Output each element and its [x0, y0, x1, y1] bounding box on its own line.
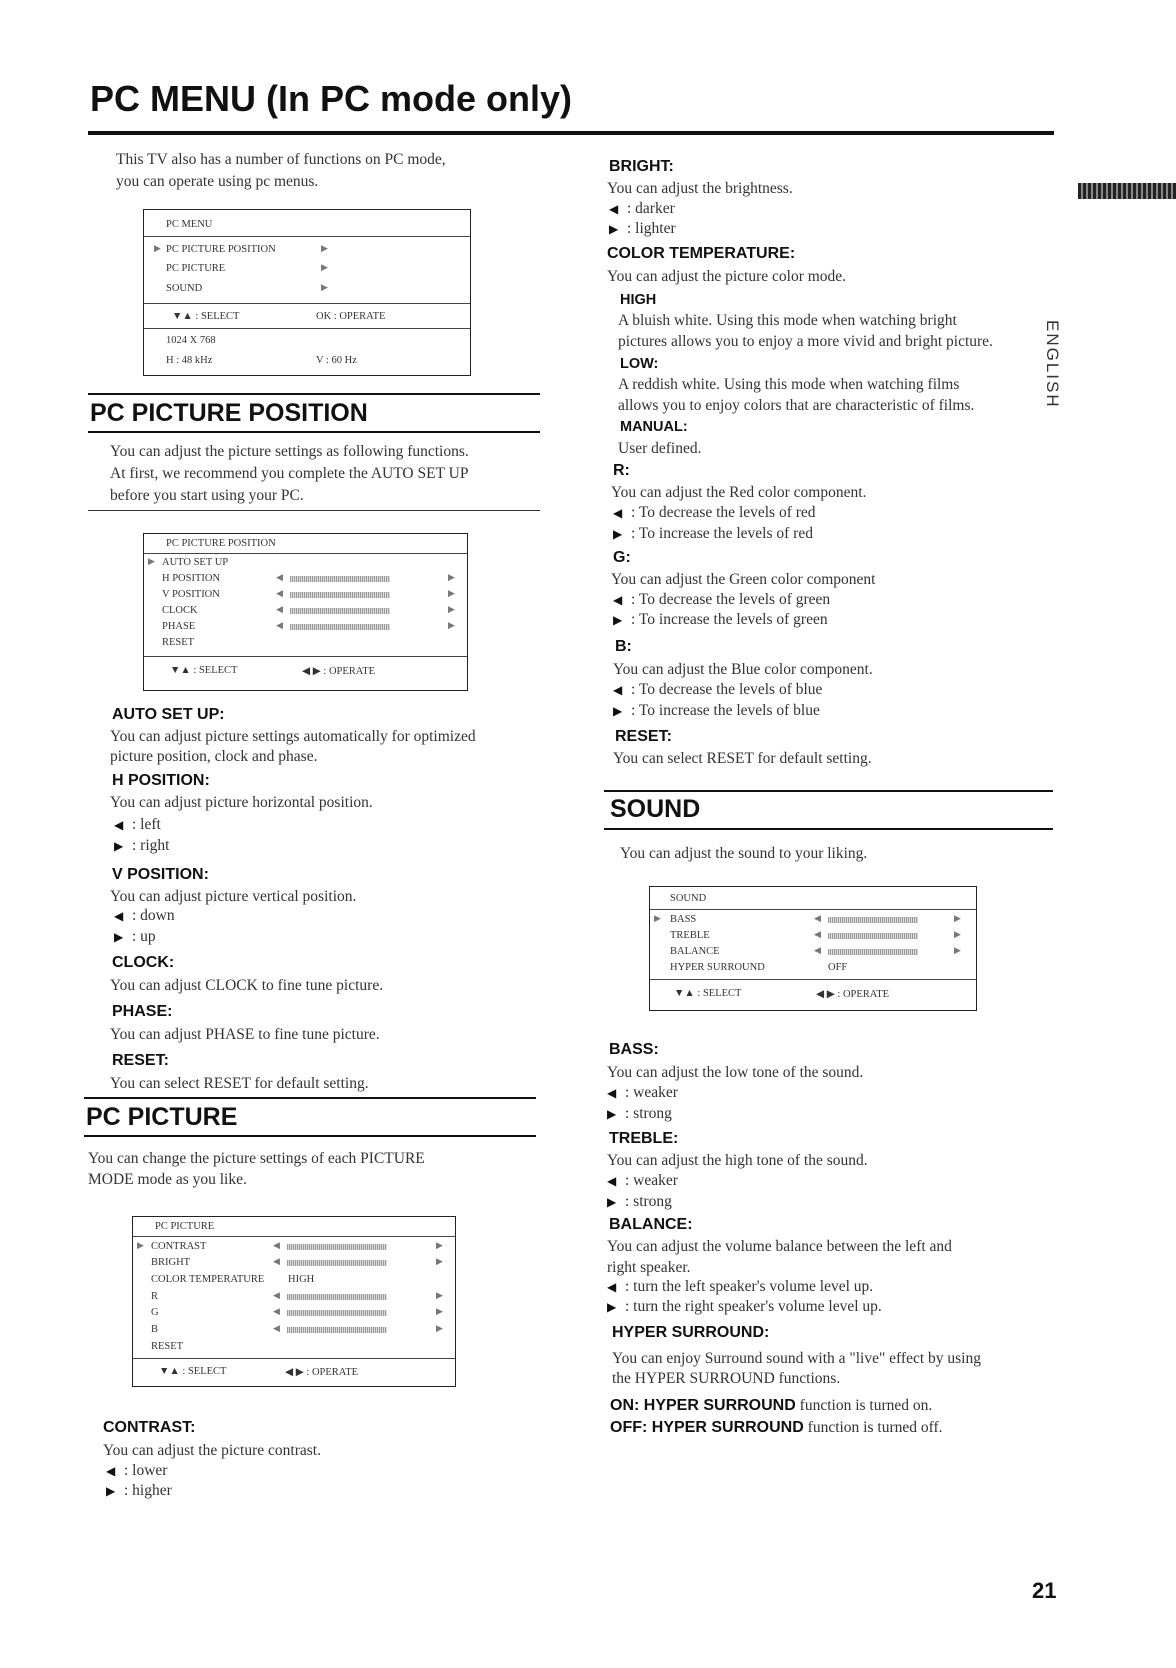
left-arrow-icon: ◀	[607, 1174, 617, 1188]
sound-desc: You can adjust the sound to your liking.	[620, 845, 868, 862]
left-arrow-icon: ◀	[276, 605, 283, 615]
hyper-surround-text: You can enjoy Surround sound with a "live" effect by using	[612, 1350, 981, 1367]
right-arrow-icon: ▶	[607, 1195, 617, 1209]
osd-item: RESET	[151, 1341, 184, 1352]
left-arrow-icon: ◀	[607, 1280, 617, 1294]
pc-picture-position-osd	[143, 533, 468, 691]
sound-heading: SOUND	[610, 795, 701, 823]
osd-item: COLOR TEMPERATURE	[151, 1274, 265, 1285]
bright-label: BRIGHT:	[609, 158, 674, 175]
osd-header: PC PICTURE	[155, 1221, 215, 1232]
treble-text: You can adjust the high tone of the sound.	[607, 1152, 868, 1169]
left-arrow-icon: ◀	[273, 1324, 280, 1334]
bass-left: : weaker	[625, 1084, 678, 1101]
left-arrow-icon: ◀	[613, 506, 623, 520]
high-text: A bluish white. Using this mode when watching bright	[618, 312, 957, 329]
high-text: pictures allows you to enjoy a more vivid and bright picture.	[618, 333, 993, 350]
section-desc: MODE mode as you like.	[88, 1171, 247, 1188]
right-arrow-icon: ▶	[954, 946, 961, 956]
left-arrow-icon: ◀	[607, 1086, 617, 1100]
osd-item: PC PICTURE	[166, 263, 226, 274]
osd-operate-hint: ◀ ▶ : OPERATE	[302, 666, 376, 677]
pc-picture-reset-text: You can select RESET for default setting.	[613, 750, 872, 767]
osd-operate-hint: ◀ ▶ : OPERATE	[816, 989, 890, 1000]
bass-label: BASS:	[609, 1041, 659, 1058]
g-text: You can adjust the Green color component	[611, 571, 876, 588]
bright-left: : darker	[627, 200, 675, 217]
right-arrow-icon: ▶	[436, 1324, 443, 1334]
high-label: HIGH	[620, 292, 657, 308]
osd-item: CONTRAST	[151, 1241, 207, 1252]
pc-picture-heading: PC PICTURE	[86, 1103, 238, 1131]
r-right: : To increase the levels of red	[631, 525, 813, 542]
b-left: : To decrease the levels of blue	[631, 681, 823, 698]
right-arrow-icon: ▶	[613, 613, 623, 627]
right-arrow-icon: ▶	[448, 605, 455, 615]
level-bar	[290, 592, 390, 598]
pc-picture-position-heading: PC PICTURE POSITION	[90, 399, 368, 427]
color-temperature-text: You can adjust the picture color mode.	[607, 268, 847, 285]
left-arrow-icon: ◀	[114, 818, 124, 832]
title-rule	[88, 131, 1054, 135]
right-arrow-icon: ▶	[448, 589, 455, 599]
phase-label: PHASE:	[112, 1003, 173, 1020]
osd-item: TREBLE	[670, 930, 710, 941]
reset-text: You can select RESET for default setting.	[110, 1075, 369, 1092]
treble-left: : weaker	[625, 1172, 678, 1189]
osd-header: PC MENU	[166, 219, 213, 230]
r-label: R:	[613, 462, 630, 479]
contrast-text: You can adjust the picture contrast.	[103, 1442, 321, 1459]
reset-label: RESET:	[112, 1052, 169, 1069]
osd-header: PC PICTURE POSITION	[166, 538, 276, 549]
contrast-left: : lower	[124, 1462, 168, 1479]
osd-color-temp-value: HIGH	[288, 1274, 315, 1285]
level-bar	[290, 624, 390, 630]
left-arrow-icon: ◀	[273, 1257, 280, 1267]
right-arrow-icon: ▶	[436, 1257, 443, 1267]
osd-item: H POSITION	[162, 573, 221, 584]
right-arrow-icon: ▶	[114, 839, 124, 853]
right-arrow-icon: ▶	[436, 1241, 443, 1251]
left-arrow-icon: ◀	[814, 946, 821, 956]
left-arrow-icon: ◀	[276, 589, 283, 599]
on-text: function is turned on.	[799, 1397, 933, 1414]
right-arrow-icon: ▶	[448, 573, 455, 583]
osd-item: BASS	[670, 914, 697, 925]
osd-item: B	[151, 1324, 159, 1335]
section-desc: before you start using your PC.	[110, 487, 304, 504]
bass-text: You can adjust the low tone of the sound.	[607, 1064, 864, 1081]
level-bar	[290, 576, 390, 582]
left-arrow-icon: ◀	[613, 593, 623, 607]
v-position-right: : up	[132, 928, 156, 945]
osd-header: SOUND	[670, 893, 707, 904]
balance-label: BALANCE:	[609, 1216, 693, 1233]
osd-item: AUTO SET UP	[162, 557, 229, 568]
color-temperature-label: COLOR TEMPERATURE:	[607, 245, 796, 262]
manual-text: User defined.	[618, 440, 702, 457]
section-desc: You can change the picture settings of each PICTURE	[88, 1150, 425, 1167]
v-position-label: V POSITION:	[112, 866, 209, 883]
level-bar	[287, 1310, 387, 1316]
b-right: : To increase the levels of blue	[631, 702, 820, 719]
osd-hyper-value: OFF	[828, 962, 848, 973]
side-tab-bar	[1078, 183, 1176, 199]
hyper-surround-text: the HYPER SURROUND functions.	[612, 1370, 841, 1387]
manual-label: MANUAL:	[620, 419, 688, 435]
section-desc: At first, we recommend you complete the AUTO SET UP	[110, 465, 469, 482]
section-rule	[88, 510, 540, 511]
left-arrow-icon: ◀	[609, 202, 619, 216]
h-position-text: You can adjust picture horizontal position.	[110, 794, 373, 811]
bright-right: : lighter	[627, 220, 676, 237]
level-bar	[287, 1294, 387, 1300]
right-arrow-icon: ▶	[954, 914, 961, 924]
right-arrow-icon: ▶	[607, 1300, 617, 1314]
section-rule	[84, 1097, 536, 1099]
auto-setup-text: You can adjust picture settings automatically for optimized	[110, 728, 476, 745]
section-rule	[88, 393, 540, 395]
g-right: : To increase the levels of green	[631, 611, 828, 628]
g-label: G:	[613, 549, 631, 566]
left-arrow-icon: ◀	[814, 930, 821, 940]
intro-line-1: This TV also has a number of functions on PC mode,	[116, 151, 446, 168]
level-bar	[828, 917, 918, 923]
left-arrow-icon: ◀	[613, 683, 623, 697]
treble-label: TREBLE:	[609, 1130, 679, 1147]
left-arrow-icon: ◀	[273, 1307, 280, 1317]
osd-item: V POSITION	[162, 589, 220, 600]
cursor-icon: ▶	[137, 1241, 144, 1251]
balance-right: : turn the right speaker's volume level up.	[625, 1298, 882, 1315]
section-rule	[84, 1135, 536, 1137]
balance-left: : turn the left speaker's volume level up.	[625, 1278, 874, 1295]
pc-picture-reset-label: RESET:	[615, 728, 672, 745]
left-arrow-icon: ◀	[114, 909, 124, 923]
section-rule	[88, 431, 540, 433]
osd-resolution: 1024 X 768	[166, 335, 216, 346]
h-position-left: : left	[132, 816, 161, 833]
page-number: 21	[1032, 1578, 1057, 1603]
right-arrow-icon: ▶	[321, 244, 328, 254]
left-arrow-icon: ◀	[814, 914, 821, 924]
section-rule	[604, 828, 1053, 830]
right-arrow-icon: ▶	[436, 1307, 443, 1317]
v-position-left: : down	[132, 907, 175, 924]
off-label: OFF: HYPER SURROUND	[610, 1419, 804, 1436]
osd-item: R	[151, 1291, 159, 1302]
cursor-icon: ▶	[154, 244, 161, 254]
osd-item: SOUND	[166, 283, 203, 294]
osd-select-hint: ▼▲ : SELECT	[172, 311, 240, 322]
right-arrow-icon: ▶	[114, 930, 124, 944]
osd-item: CLOCK	[162, 605, 198, 616]
bright-text: You can adjust the brightness.	[607, 180, 793, 197]
b-label: B:	[615, 638, 632, 655]
osd-operate-hint: OK : OPERATE	[316, 311, 386, 322]
h-position-right: : right	[132, 837, 170, 854]
auto-setup-text: picture position, clock and phase.	[110, 748, 318, 765]
right-arrow-icon: ▶	[321, 283, 328, 293]
left-arrow-icon: ◀	[273, 1291, 280, 1301]
osd-item: BALANCE	[670, 946, 720, 957]
section-desc: You can adjust the picture settings as following functions.	[110, 443, 469, 460]
level-bar	[290, 608, 390, 614]
page-title: PC MENU (In PC mode only)	[90, 78, 573, 119]
level-bar	[287, 1244, 387, 1250]
osd-item: RESET	[162, 637, 195, 648]
treble-right: : strong	[625, 1193, 672, 1210]
auto-setup-label: AUTO SET UP:	[112, 706, 225, 723]
hyper-surround-label: HYPER SURROUND:	[612, 1324, 770, 1341]
r-text: You can adjust the Red color component.	[611, 484, 867, 501]
g-left: : To decrease the levels of green	[631, 591, 831, 608]
low-text: A reddish white. Using this mode when watching films	[618, 376, 960, 393]
off-text: function is turned off.	[807, 1419, 943, 1436]
right-arrow-icon: ▶	[613, 527, 623, 541]
clock-text: You can adjust CLOCK to fine tune picture.	[110, 977, 384, 994]
sound-osd	[649, 886, 977, 1011]
level-bar	[287, 1260, 387, 1266]
level-bar	[828, 949, 918, 955]
osd-select-hint: ▼▲ : SELECT	[170, 665, 238, 676]
contrast-label: CONTRAST:	[103, 1419, 196, 1436]
osd-operate-hint: ◀ ▶ : OPERATE	[285, 1367, 359, 1378]
right-arrow-icon: ▶	[106, 1484, 116, 1498]
right-arrow-icon: ▶	[609, 222, 619, 236]
left-arrow-icon: ◀	[273, 1241, 280, 1251]
right-arrow-icon: ▶	[436, 1291, 443, 1301]
left-arrow-icon: ◀	[276, 573, 283, 583]
osd-item: PHASE	[162, 621, 196, 632]
low-label: LOW:	[620, 356, 659, 372]
right-arrow-icon: ▶	[607, 1107, 617, 1121]
pc-picture-osd	[132, 1216, 456, 1387]
on-label: ON: HYPER SURROUND	[610, 1397, 796, 1414]
side-language-label: ENGLISH	[1043, 320, 1062, 409]
intro-line-2: you can operate using pc menus.	[116, 173, 319, 190]
cursor-icon: ▶	[654, 914, 661, 924]
level-bar	[287, 1327, 387, 1333]
osd-item: HYPER SURROUND	[670, 962, 765, 973]
low-text: allows you to enjoy colors that are characteristic of films.	[618, 397, 975, 414]
right-arrow-icon: ▶	[954, 930, 961, 940]
osd-v-freq: V : 60 Hz	[316, 355, 357, 366]
balance-text: You can adjust the volume balance between the left and	[607, 1238, 952, 1255]
right-arrow-icon: ▶	[321, 263, 328, 273]
right-arrow-icon: ▶	[613, 704, 623, 718]
left-arrow-icon: ◀	[106, 1464, 116, 1478]
h-position-label: H POSITION:	[112, 772, 210, 789]
section-rule	[604, 790, 1053, 792]
clock-label: CLOCK:	[112, 954, 175, 971]
v-position-text: You can adjust picture vertical position.	[110, 888, 357, 905]
bass-right: : strong	[625, 1105, 672, 1122]
right-arrow-icon: ▶	[448, 621, 455, 631]
phase-text: You can adjust PHASE to fine tune picture.	[110, 1026, 380, 1043]
b-text: You can adjust the Blue color component.	[613, 661, 873, 678]
contrast-right: : higher	[124, 1482, 172, 1499]
r-left: : To decrease the levels of red	[631, 504, 816, 521]
cursor-icon: ▶	[148, 557, 155, 567]
osd-item: BRIGHT	[151, 1257, 191, 1268]
osd-select-hint: ▼▲ : SELECT	[674, 988, 742, 999]
left-arrow-icon: ◀	[276, 621, 283, 631]
level-bar	[828, 933, 918, 939]
osd-h-freq: H : 48 kHz	[166, 355, 213, 366]
osd-item: PC PICTURE POSITION	[166, 244, 276, 255]
balance-text: right speaker.	[607, 1259, 691, 1276]
osd-select-hint: ▼▲ : SELECT	[159, 1366, 227, 1377]
osd-item: G	[151, 1307, 159, 1318]
pc-menu-osd	[143, 209, 471, 376]
